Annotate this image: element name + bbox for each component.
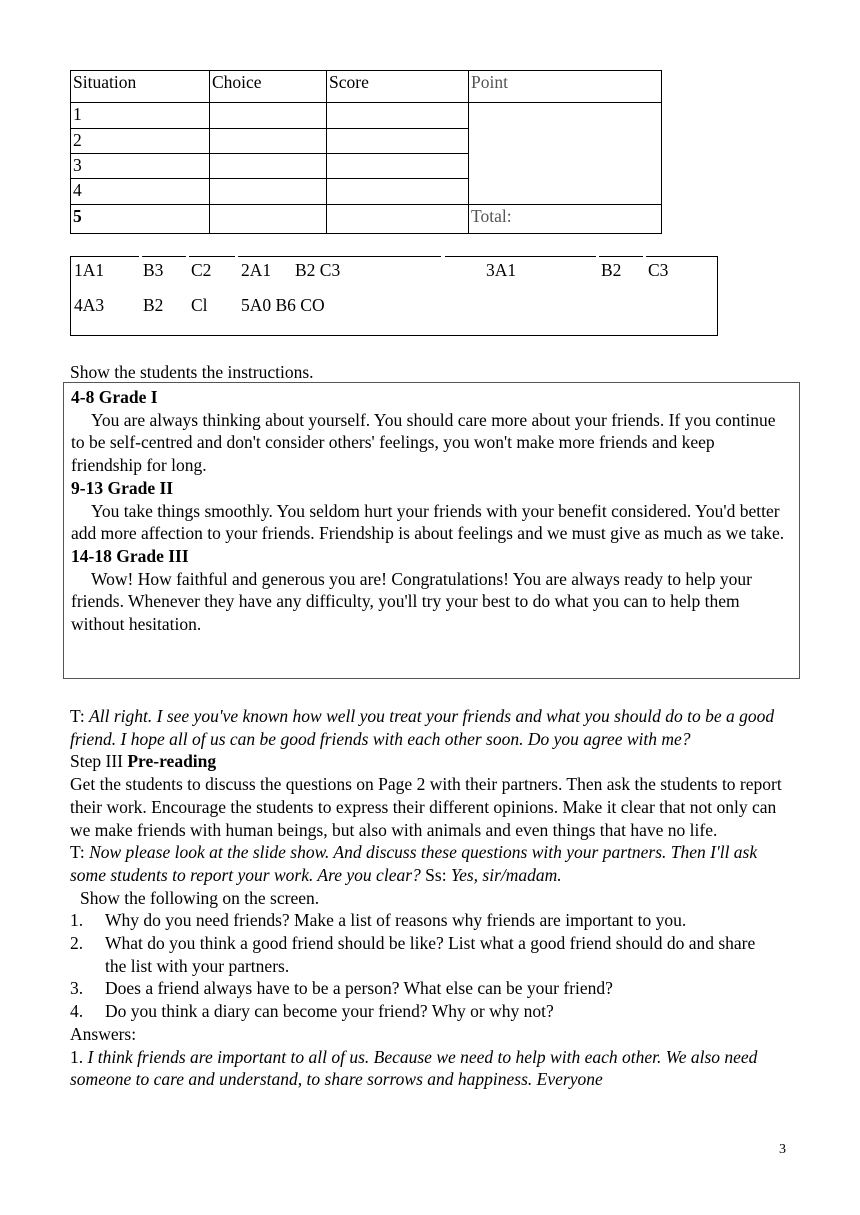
key-item: 2A1 [241, 260, 272, 280]
key-item: Cl [191, 295, 208, 315]
grade-instructions-box [63, 382, 800, 679]
step-text: Get the students to discuss the questions on Page 2 with their partners. Then ask the students to report their work. Encourage the students to express their different opinions. Make it clear that not only can we make friends with human beings, but also with animals and even things that have no life. [70, 774, 782, 840]
score-cell [327, 154, 469, 179]
list-item [70, 909, 795, 932]
dialogue-teacher-2 [70, 841, 795, 886]
key-item: 5A0 B6 CO [241, 295, 325, 315]
grade-text: Wow! How faithful and generous you are! Congratulations! You are always ready to help your friends. Whenever they have any difficulty, you'll try your best to do what you can to help them without hesitation. [71, 568, 752, 635]
question-text: What do you think a good friend should be like? List what a good friend should do and share the list with your partners. [105, 933, 756, 976]
point-cell [469, 103, 662, 205]
row-label: 5 [71, 205, 210, 234]
answer-text: I think friends are important to all of us. Because we need to help with each other. We also need someone to care and understand, to share sorrows and happiness. Everyone [70, 1046, 758, 1090]
question-list [70, 909, 795, 1023]
key-item: B3 [143, 260, 164, 280]
key-item: 4A3 [74, 295, 105, 315]
list-item [70, 1000, 795, 1023]
score-cell [327, 179, 469, 205]
key-item: 3A1 [486, 260, 517, 280]
grade-text: You take things smoothly. You seldom hurt your friends with your benefit considered. You'd better add more affection to your friends. Friendship is about feelings and we must give as much as we take. [71, 500, 785, 544]
question-number: 3. [70, 978, 84, 999]
key-item: 1A1 [74, 260, 105, 280]
question-number: 1. [70, 910, 84, 931]
step-title: Pre-reading [127, 751, 217, 772]
grade-heading: 9-13 Grade II [71, 477, 174, 498]
choice-cell [210, 179, 327, 205]
question-text: Does a friend always have to be a person? What else can be your friend? [105, 978, 613, 999]
key-item: C3 [648, 260, 669, 280]
header-choice: Choice [210, 71, 327, 103]
step-label: Step III [70, 751, 123, 772]
reply-text: Yes, sir/madam. [450, 864, 562, 885]
choice-cell [210, 129, 327, 154]
question-number: 4. [70, 1001, 84, 1022]
key-item: B2 C3 [295, 260, 341, 280]
reply-speaker-label: Ss: [425, 864, 447, 885]
choice-cell [210, 103, 327, 129]
key-item: C2 [191, 260, 212, 280]
step-heading [70, 750, 795, 773]
question-text: Do you think a diary can become your friend? Why or why not? [105, 1001, 554, 1022]
show-line: Show the following on the screen. [80, 887, 320, 908]
key-item: B2 [143, 295, 164, 315]
list-item [70, 932, 795, 977]
list-item [70, 977, 795, 1000]
key-item: B2 [601, 260, 622, 280]
speaker-label: T: [70, 706, 85, 726]
score-cell [327, 205, 469, 234]
grade-text: You are always thinking about yourself. You should care more about your friends. If you continue to be self-centred and don't consider others' feelings, you won't make more friends and keep friendship for long. [71, 409, 776, 476]
score-table [70, 70, 662, 234]
answer-number: 1. [70, 1046, 84, 1067]
choice-cell [210, 205, 327, 234]
score-cell [327, 129, 469, 154]
answer-key-box [70, 256, 718, 336]
row-label: 3 [71, 154, 210, 179]
row-label: 1 [71, 103, 210, 129]
speaker-label: T: [70, 842, 85, 863]
dialogue-teacher [70, 705, 795, 750]
dialogue-text: Now please look at the slide show. And discuss these questions with your partners. Then I'll ask some students to report your work. Are you clear? [70, 842, 758, 885]
instruction-intro: Show the students the instructions. [70, 362, 314, 382]
answer-1 [70, 1046, 795, 1091]
answers-label: Answers: [70, 1023, 137, 1044]
total-label: Total: [469, 205, 662, 234]
page-number: 3 [779, 1142, 786, 1157]
header-score: Score [327, 71, 469, 103]
lesson-body [70, 705, 795, 1091]
grade-heading: 14-18 Grade III [71, 545, 189, 566]
score-cell [327, 103, 469, 129]
question-number: 2. [70, 933, 84, 954]
row-label: 4 [71, 179, 210, 205]
header-point: Point [469, 71, 662, 103]
header-situation: Situation [71, 71, 210, 103]
grade-heading: 4-8 Grade I [71, 387, 158, 407]
row-label: 2 [71, 129, 210, 154]
question-text: Why do you need friends? Make a list of reasons why friends are important to you. [105, 910, 687, 931]
choice-cell [210, 154, 327, 179]
dialogue-text: All right. I see you've known how well you treat your friends and what you should do to be a good friend. I hope all of us can be good friends with each other soon. Do you agree with me? [70, 706, 775, 749]
